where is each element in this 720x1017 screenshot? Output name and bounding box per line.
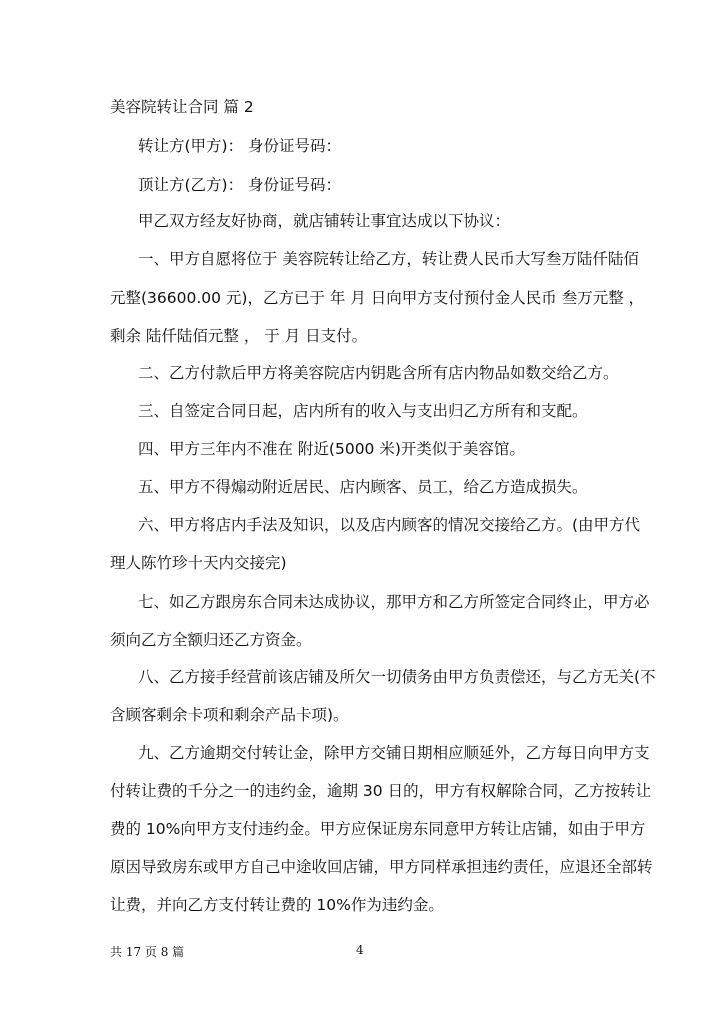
clause-9-line-1: 九、乙方逾期交付转让金，除甲方交铺日期相应顺延外，乙方每日向甲方支	[138, 744, 650, 762]
clause-7-line-2: 须向乙方全额归还乙方资金。	[110, 631, 312, 649]
clause-1-line-1: 一、甲方自愿将位于 美容院转让给乙方，转让费人民币大写叁万陆仟陆佰	[138, 250, 639, 268]
clause-7-line-1: 七、如乙方跟房东合同未达成协议，那甲方和乙方所签定合同终止，甲方必	[138, 593, 650, 611]
clause-9-line-3: 费的 10%向甲方支付违约金。甲方应保证房东同意甲方转让店铺，如由于甲方	[110, 820, 646, 838]
clause-6-line-1: 六、甲方将店内手法及知识，以及店内顾客的情况交接给乙方。(由甲方代	[138, 516, 641, 534]
clause-1-line-3: 剩余 陆仟陆佰元整 ， 于 月 日支付。	[110, 327, 368, 345]
document-title: 美容院转让合同 篇 2	[110, 98, 254, 116]
footer-page-number: 4	[356, 943, 364, 957]
clause-5: 五、甲方不得煽动附近居民、店内顾客、员工，给乙方造成损失。	[138, 478, 588, 496]
line-transferee: 顶让方(乙方)： 身份证号码：	[138, 176, 342, 194]
clause-8-line-2: 含顾客剩余卡项和剩余产品卡项)。	[110, 706, 349, 724]
clause-9-line-4: 原因导致房东或甲方自己中途收回店铺，甲方同样承担违约责任，应退还全部转	[110, 858, 653, 876]
clause-1-line-2: 元整(36600.00 元)，乙方已于 年 月 日向甲方支付预付金人民币 叁万元整 ，	[110, 289, 645, 307]
clause-4: 四、甲方三年内不准在 附近(5000 米)开类似于美容馆。	[138, 440, 525, 458]
clause-3: 三、自签定合同日起，店内所有的收入与支出归乙方所有和支配。	[138, 402, 588, 420]
line-transferor: 转让方(甲方)： 身份证号码：	[138, 137, 342, 155]
footer-pages-info: 共 17 页 8 篇	[110, 945, 185, 959]
clause-6-line-2: 理人陈竹珍十天内交接完)	[110, 554, 287, 572]
clause-9-line-5: 让费，并向乙方支付转让费的 10%作为违约金。	[110, 896, 444, 914]
clause-8-line-1: 八、乙方接手经营前该店铺及所欠一切债务由甲方负责偿还，与乙方无关(不	[138, 668, 656, 686]
clause-2: 二、乙方付款后甲方将美容院店内钥匙含所有店内物品如数交给乙方。	[138, 364, 619, 382]
line-intro: 甲乙双方经友好协商，就店铺转让事宜达成以下协议：	[138, 212, 511, 230]
clause-9-line-2: 付转让费的千分之一的违约金，逾期 30 日的，甲方有权解除合同，乙方按转让	[110, 782, 652, 800]
